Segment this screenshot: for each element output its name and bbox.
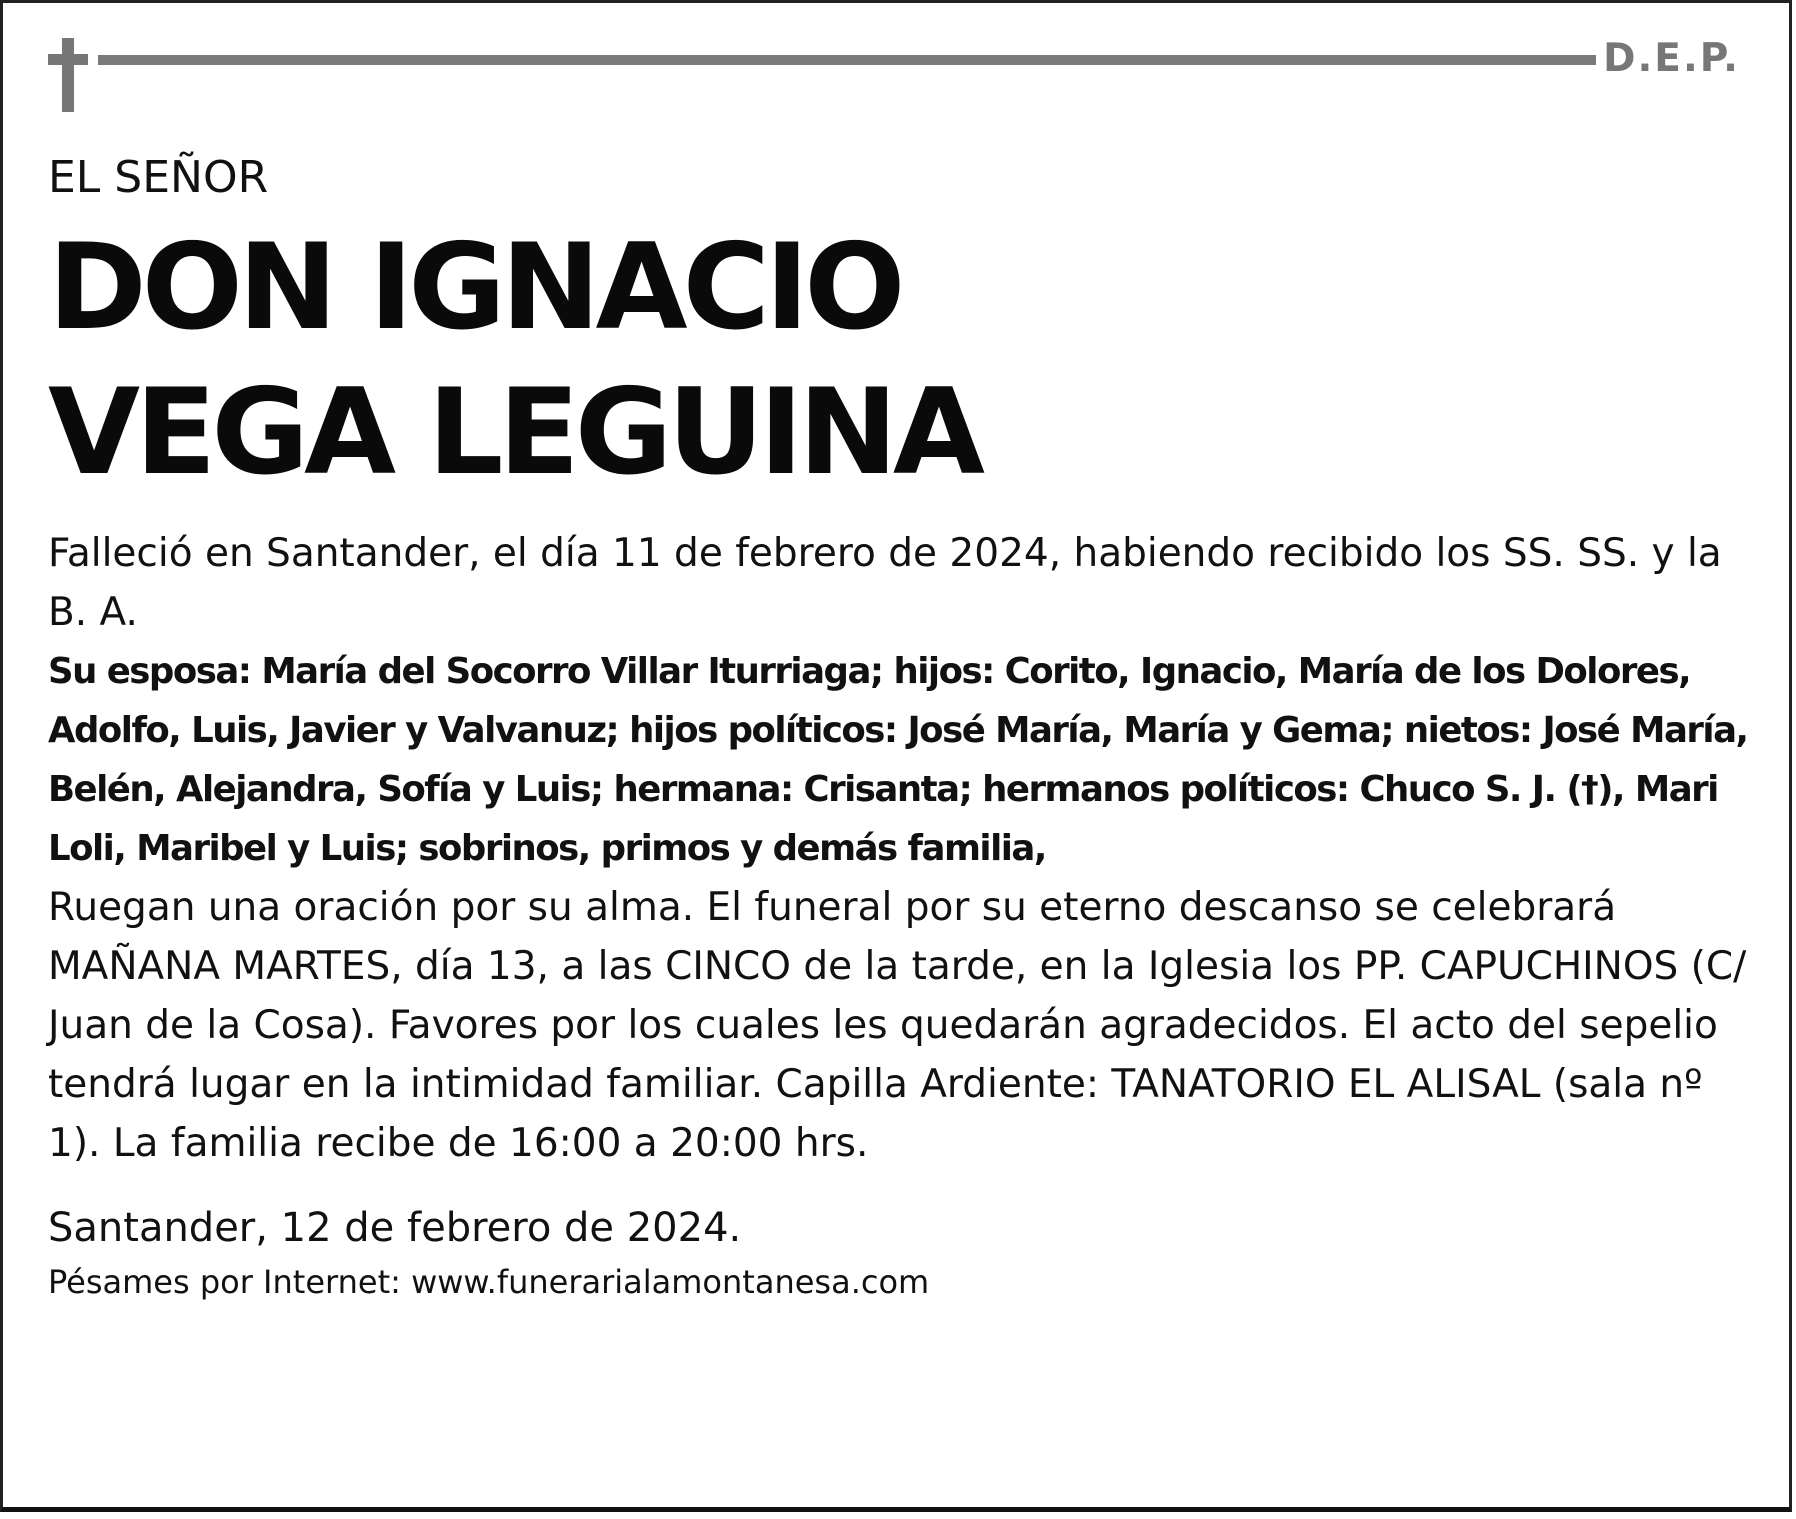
deceased-name-line1: DON IGNACIO bbox=[48, 219, 901, 357]
honorific-prefix: EL SEÑOR bbox=[48, 152, 269, 203]
deceased-name bbox=[48, 216, 1748, 506]
dateline: Santander, 12 de febrero de 2024. bbox=[48, 1205, 742, 1251]
death-announcement: Falleció en Santander, el día 11 de febrero de 2024, habiendo recibido los SS. SS. y la B. A. bbox=[48, 531, 1722, 635]
condolences-website: Pésames por Internet: www.funerarialamontanesa.com bbox=[48, 1263, 930, 1301]
cross-vertical-bar bbox=[62, 38, 74, 112]
family-list: Su esposa: María del Socorro Villar Iturriaga; hijos: Corito, Ignacio, María de los Dolores, Adolfo, Luis, Javier y Valvanuz; hijos políticos: José María, María y Gema; nietos: José María, Belén, Alejandra, Sofía y Luis; hermana: Crisanta; hermanos políticos: Chuco S. J. (†), Mari Loli, Maribel y Luis; sobrinos, primos y demás familia, bbox=[48, 651, 1748, 869]
dep-label: D.E.P. bbox=[1603, 36, 1740, 81]
cross-horizontal-bar bbox=[48, 54, 88, 65]
funeral-service-details: Ruegan una oración por su alma. El funeral por su eterno descanso se celebrará MAÑANA MARTES, día 13, a las CINCO de la tarde, en la Iglesia los PP. CAPUCHINOS (C/ Juan de la Cosa). Favores por los cuales les quedarán agradecidos. El acto del sepelio tendrá lugar en la intimidad familiar. Capilla Ardiente: TANATORIO EL ALISAL (sala nº 1). La familia recibe de 16:00 a 20:00 hrs. bbox=[48, 885, 1747, 1166]
deceased-name-line2: VEGA LEGUINA bbox=[48, 364, 980, 502]
header-rule bbox=[98, 55, 1596, 65]
notice-body bbox=[48, 152, 1748, 1307]
cross-icon bbox=[48, 38, 88, 112]
